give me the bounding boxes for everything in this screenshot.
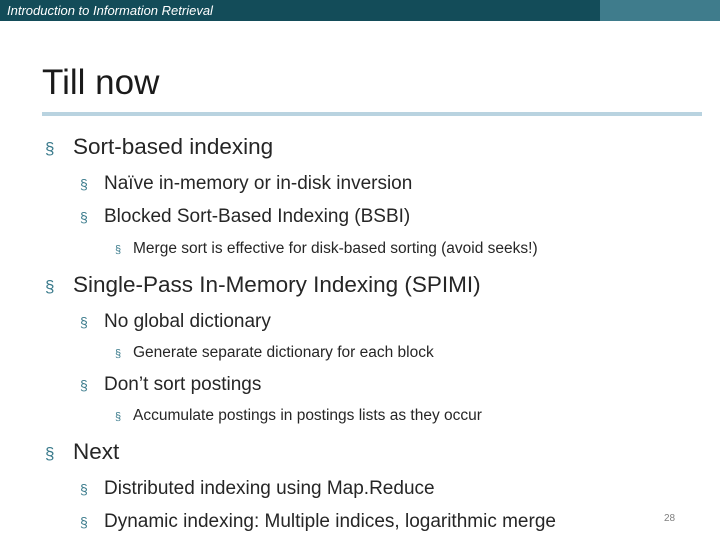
bullet-icon: § xyxy=(45,139,55,158)
bullet-item xyxy=(80,311,271,333)
bullet-item xyxy=(115,240,538,258)
bullet-icon: § xyxy=(115,411,122,423)
bullet-item xyxy=(80,374,261,396)
bullet-icon: § xyxy=(115,348,122,360)
bullet-icon: § xyxy=(80,481,88,497)
bullet-text: Blocked Sort-Based Indexing (BSBI) xyxy=(104,206,411,227)
bullet-item xyxy=(80,173,412,195)
bullet-icon: § xyxy=(80,209,88,225)
bullet-text: Generate separate dictionary for each block xyxy=(133,344,434,361)
bullet-text: Dynamic indexing: Multiple indices, logarithmic merge xyxy=(104,511,556,532)
bullet-item xyxy=(80,478,435,500)
course-title: Introduction to Information Retrieval xyxy=(7,3,213,18)
header-bar-accent xyxy=(600,0,720,21)
bullet-text: Single-Pass In-Memory Indexing (SPIMI) xyxy=(73,272,481,297)
title-divider xyxy=(42,112,702,116)
slide-title: Till now xyxy=(42,63,160,102)
page-number: 28 xyxy=(664,513,676,524)
bullet-item xyxy=(45,439,119,465)
bullet-item xyxy=(80,206,410,228)
bullet-icon: § xyxy=(80,377,88,393)
bullet-icon: § xyxy=(80,514,88,530)
bullet-item xyxy=(45,272,481,298)
bullet-icon: § xyxy=(115,244,122,256)
bullet-icon: § xyxy=(45,444,55,463)
bullet-item xyxy=(80,511,556,533)
bullet-item xyxy=(45,134,273,160)
bullet-icon: § xyxy=(80,314,88,330)
bullet-text: Merge sort is effective for disk-based sorting (avoid seeks!) xyxy=(133,240,538,257)
bullet-item xyxy=(115,407,482,425)
bullet-text: Naïve in-memory or in-disk inversion xyxy=(104,173,413,194)
bullet-text: Accumulate postings in postings lists as they occur xyxy=(133,407,482,424)
bullet-icon: § xyxy=(80,176,88,192)
bullet-text: Next xyxy=(73,439,120,464)
bullet-text: Distributed indexing using Map.Reduce xyxy=(104,478,435,499)
bullet-text: Don’t sort postings xyxy=(104,374,262,395)
bullet-icon: § xyxy=(45,277,55,296)
bullet-item xyxy=(115,344,434,362)
bullet-text: Sort-based indexing xyxy=(73,134,274,159)
bullet-text: No global dictionary xyxy=(104,311,271,332)
